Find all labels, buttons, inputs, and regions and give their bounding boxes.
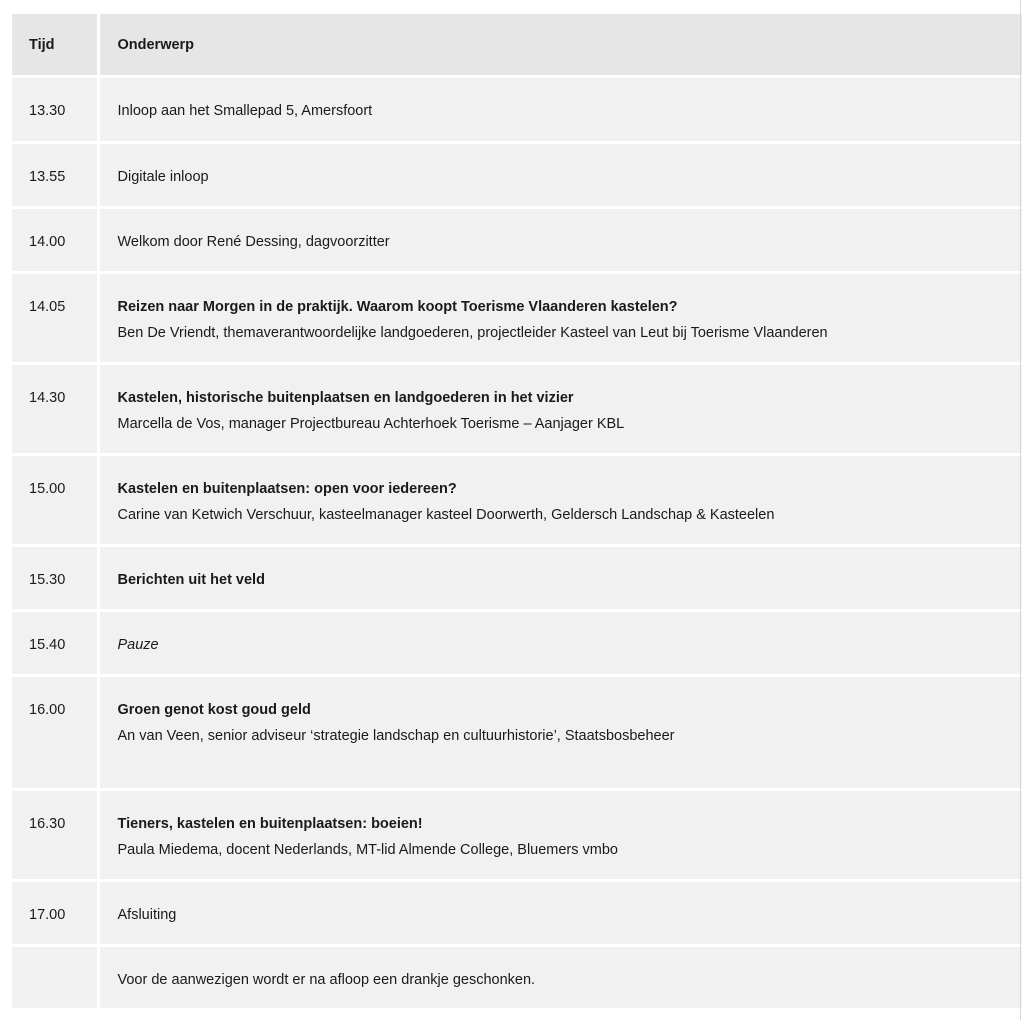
row-title: Inloop aan het Smallepad 5, Amersfoort [117,103,373,119]
row-time: 16.00 [12,676,98,790]
table-row [12,364,1022,455]
row-subject [98,273,1022,364]
row-title: Afsluiting [117,907,177,923]
table-row [12,611,1022,676]
row-time: 15.40 [12,611,98,676]
row-title: Groen genot kost goud geld [117,702,311,718]
row-title: Voor de aanwezigen wordt er na afloop een drankje geschonken. [117,972,536,988]
row-speaker: Paula Miedema, docent Nederlands, MT-lid Almende College, Bluemers vmbo [117,842,618,858]
row-time: 17.00 [12,881,98,946]
table-header [12,14,1022,77]
row-subject [98,676,1022,790]
row-speaker: Carine van Ketwich Verschuur, kasteelmanager kasteel Doorwerth, Geldersch Landschap & Kasteelen [117,507,775,523]
row-title: Berichten uit het veld [117,572,265,588]
row-subject [98,455,1022,546]
row-subject [98,208,1022,273]
row-speaker: Marcella de Vos, manager Projectbureau Achterhoek Toerisme – Aanjager KBL [117,416,625,432]
row-time [12,946,98,1008]
row-title: Digitale inloop [117,169,209,185]
row-subject [98,611,1022,676]
table-body [12,77,1022,1008]
table-row [12,946,1022,1008]
table-row [12,455,1022,546]
row-time: 16.30 [12,790,98,881]
table-row [12,273,1022,364]
row-time: 15.30 [12,546,98,611]
row-subject [98,143,1022,208]
row-subject [98,790,1022,881]
row-title: Reizen naar Morgen in de praktijk. Waarom koopt Toerisme Vlaanderen kastelen? [117,299,678,315]
table-row [12,790,1022,881]
row-title: Welkom door René Dessing, dagvoorzitter [117,234,390,250]
page-edge-divider [1020,0,1021,1020]
row-title: Tieners, kastelen en buitenplaatsen: boeien! [117,816,423,832]
table-row [12,881,1022,946]
table-row [12,676,1022,790]
row-subject [98,946,1022,1008]
header-row [12,14,1022,77]
row-title: Kastelen, historische buitenplaatsen en landgoederen in het vizier [117,390,574,406]
row-time: 15.00 [12,455,98,546]
row-time: 13.55 [12,143,98,208]
row-title: Pauze [117,637,159,653]
table-row [12,208,1022,273]
row-time: 14.00 [12,208,98,273]
row-speaker: Ben De Vriendt, themaverantwoordelijke landgoederen, projectleider Kasteel van Leut bij Toerisme Vlaanderen [117,325,828,341]
row-time: 14.30 [12,364,98,455]
header-subject: Onderwerp [98,14,1022,77]
program-table [12,14,1022,1008]
row-time: 14.05 [12,273,98,364]
row-title: Kastelen en buitenplaatsen: open voor iedereen? [117,481,457,497]
row-subject [98,77,1022,143]
table-row [12,546,1022,611]
row-subject [98,364,1022,455]
row-subject [98,546,1022,611]
table-row [12,143,1022,208]
row-subject [98,881,1022,946]
header-time: Tijd [12,14,98,77]
row-speaker: An van Veen, senior adviseur ‘strategie landschap en cultuurhistorie’, Staatsbosbeheer [117,728,675,744]
row-time: 13.30 [12,77,98,143]
table-row [12,77,1022,143]
